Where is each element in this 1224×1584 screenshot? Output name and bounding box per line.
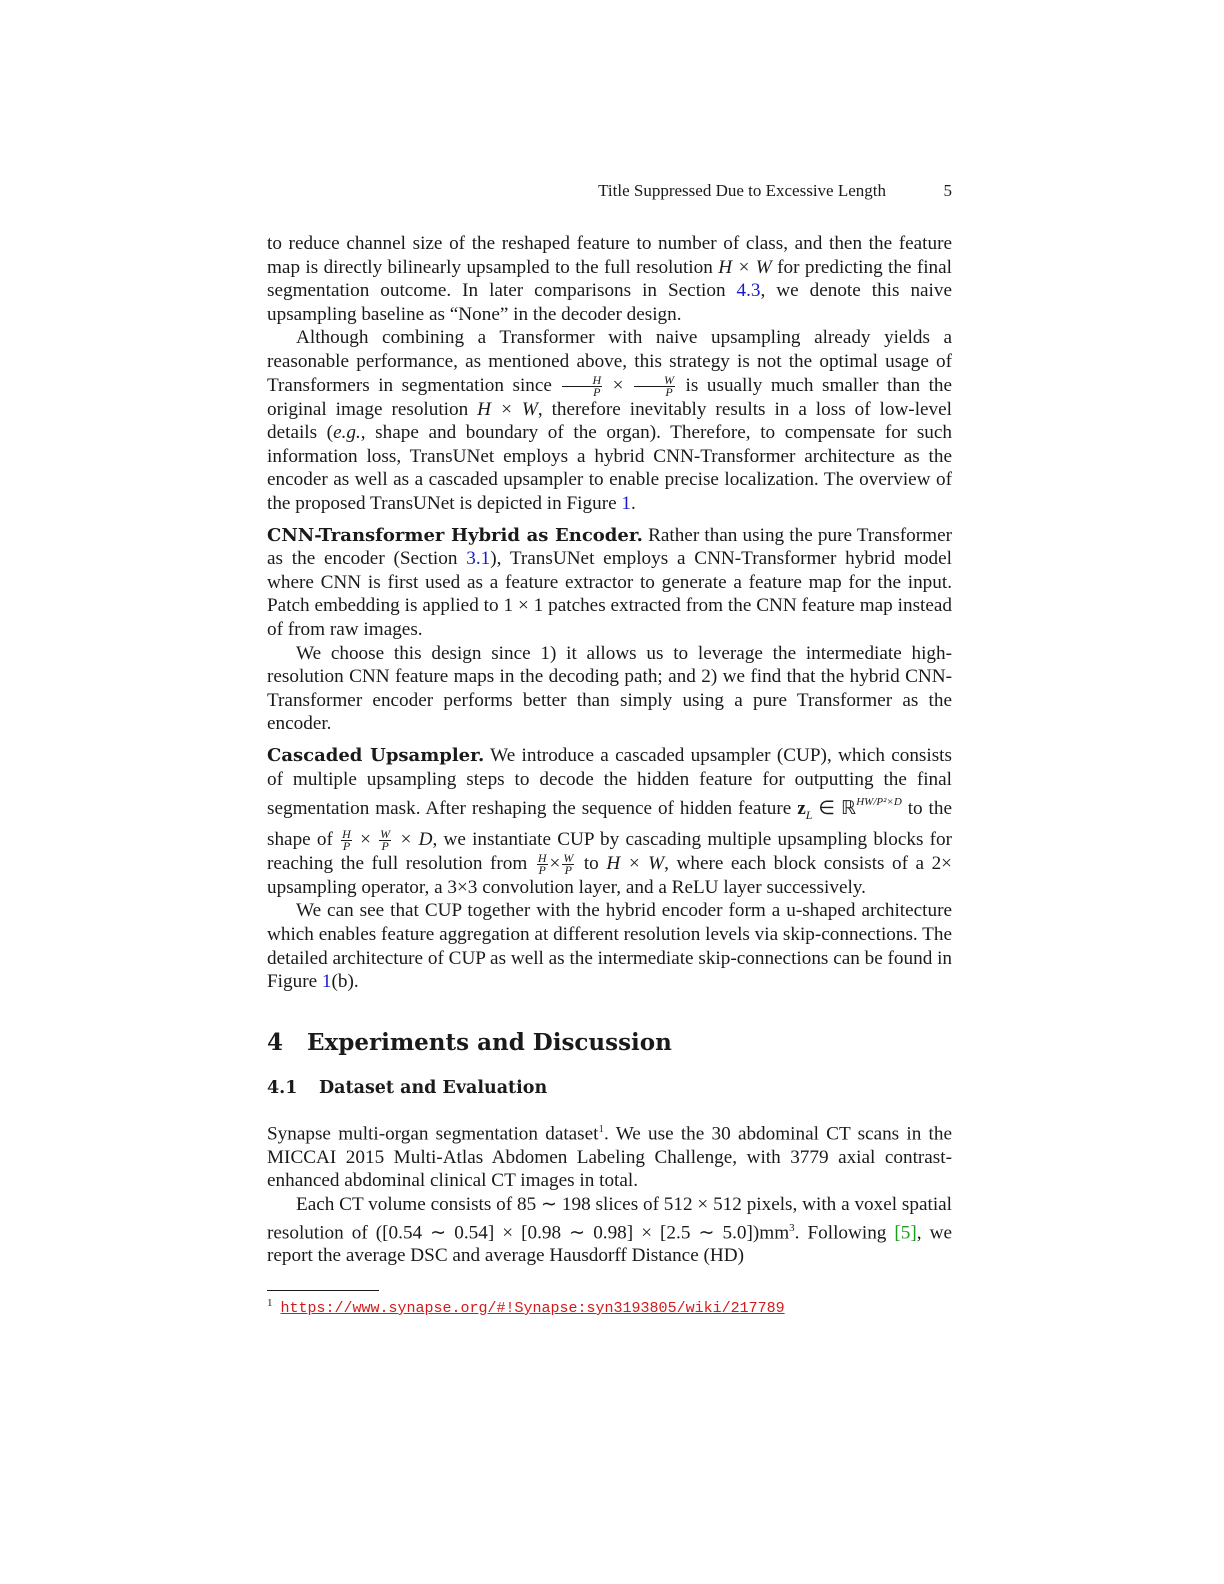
figure-ref-link[interactable]: 1 bbox=[321, 971, 332, 993]
frac-denominator: P bbox=[593, 384, 601, 399]
math-inline: H × W bbox=[477, 398, 538, 420]
text-span: for predicting the final segmentation outcome. In later comparisons in Section bbox=[267, 256, 953, 302]
page-number: 5 bbox=[943, 181, 952, 200]
math-inline: 1 × 1 bbox=[503, 595, 544, 617]
frac-denominator: P bbox=[564, 862, 572, 877]
math-inline: H × W bbox=[606, 852, 665, 874]
paragraph-6 bbox=[267, 899, 952, 993]
text-span: Synapse multi-organ segmentation dataset bbox=[267, 1123, 599, 1145]
text-span: , where each block consists of a 2× upsampling operator, a 3×3 convolution layer, and a ReLU layer successively. bbox=[267, 852, 952, 898]
math-subscript: L bbox=[805, 807, 813, 822]
times-symbol: × bbox=[360, 828, 371, 850]
citation-link[interactable]: [5] bbox=[894, 1221, 917, 1243]
section-title: Experiments and Discussion bbox=[307, 1028, 672, 1056]
fraction-h-over-p bbox=[341, 826, 352, 853]
footnote-number: 1 bbox=[267, 1297, 273, 1309]
running-title: Title Suppressed Due to Excessive Length bbox=[598, 181, 886, 200]
section-ref-link[interactable]: 4.3 bbox=[736, 280, 761, 302]
footnote-marker-link[interactable]: 1 bbox=[598, 1122, 604, 1135]
text-span: is usually much smaller than the original image resolution bbox=[267, 374, 953, 420]
section-heading bbox=[267, 1028, 952, 1058]
frac-numerator: W bbox=[563, 850, 574, 865]
paragraph-4 bbox=[267, 642, 952, 736]
frac-denominator: P bbox=[665, 384, 673, 399]
text-span: to bbox=[576, 852, 607, 874]
text-span: patches extracted from the CNN feature map instead of from raw images. bbox=[267, 595, 952, 640]
paragraph-3 bbox=[267, 524, 952, 642]
text-span: . Following bbox=[794, 1221, 895, 1243]
paragraph-8 bbox=[267, 1193, 952, 1268]
frac-denominator: P bbox=[342, 838, 351, 853]
paragraph-2 bbox=[267, 326, 952, 515]
math-superscript: HW/P²×D bbox=[856, 796, 902, 809]
text-span: , shape and boundary of the organ). Therefore, to compensate for such information loss, TransUNet employs a hybrid CNN-Transformer architecture as the encoder as well as a cascaded upsampler to enable precise localization. The overview of the proposed TransUNet is depicted in Figure bbox=[267, 422, 952, 515]
text-span: , we instantiate CUP by cascading multiple upsampling blocks for reaching the full resolution from bbox=[267, 828, 953, 874]
section-ref-link[interactable]: 3.1 bbox=[466, 548, 491, 570]
paragraph-1 bbox=[267, 232, 952, 326]
frac-numerator: H bbox=[342, 826, 351, 841]
text-span: We can see that CUP together with the hybrid encoder form a u-shaped architecture which enables feature aggregation at different resolution levels via skip-connections. The detailed architecture of CUP as well as the intermediate skip-connections can be found in Figure bbox=[267, 900, 953, 993]
times-symbol: × bbox=[612, 374, 624, 396]
section-number: 4 bbox=[267, 1028, 284, 1056]
fraction-w-over-p bbox=[562, 850, 574, 877]
text-span: . bbox=[631, 493, 636, 515]
text-span: We introduce a cascaded upsampler (CUP), which consists of multiple upsampling steps to decode the hidden feature for outputting the final segmentation mask. After reshaping the sequence of hidden feature bbox=[267, 744, 952, 820]
text-span: ), TransUNet employs a CNN-Transformer hybrid model where CNN is first used as a feature extractor to generate a feature map for the input. Patch embedding is applied to bbox=[267, 548, 953, 617]
runin-heading: CNN-Transformer Hybrid as Encoder. bbox=[267, 524, 643, 546]
text-span: Rather than using the pure Transformer as the encoder (Section bbox=[267, 524, 952, 570]
text-span: We choose this design since 1) it allows us to leverage the intermediate high-resolution CNN feature maps in the decoding path; and 2) we find that the hybrid CNN-Transformer encoder performs better than simply using a pure Transformer as the encoder. bbox=[267, 642, 952, 735]
frac-denominator: P bbox=[538, 862, 546, 877]
text-span: , we denote this naive upsampling baseline as “None” in the decoder design. bbox=[267, 280, 952, 325]
text-span: Each CT volume consists of 85 ∼ 198 slices of 512 × 512 pixels, with a voxel spatial resolution of ([0.54 ∼ 0.54] × [0.98 ∼ 0.98] × [2.5 ∼ 5.0])mm bbox=[267, 1193, 952, 1243]
frac-numerator: W bbox=[380, 826, 391, 841]
text-span-italic: e.g. bbox=[333, 422, 361, 444]
body-text bbox=[267, 232, 952, 1268]
text-span: (b). bbox=[331, 971, 359, 993]
footnote-url-link[interactable]: https://www.synapse.org/#!Synapse:syn3193805/wiki/217789 bbox=[280, 1300, 785, 1317]
subsection-title: Dataset and Evaluation bbox=[319, 1077, 548, 1098]
text-span: Although combining a Transformer with naive upsampling already yields a reasonable performance, as mentioned above, this strategy is not the optimal usage of Transformers in segmentation since bbox=[267, 327, 952, 396]
frac-numerator: H bbox=[537, 850, 547, 865]
text-span: , we report the average DSC and average Hausdorff Distance (HD) bbox=[267, 1221, 952, 1267]
fraction-w-over-p bbox=[634, 372, 675, 399]
superscript: 3 bbox=[789, 1221, 795, 1234]
paragraph-7 bbox=[267, 1118, 952, 1193]
fraction-h-over-p bbox=[537, 850, 548, 877]
footnote-rule bbox=[267, 1290, 379, 1291]
figure-ref-link[interactable]: 1 bbox=[621, 493, 631, 515]
running-header bbox=[267, 181, 952, 205]
text-span: , therefore inevitably results in a loss of low-level details ( bbox=[267, 398, 952, 444]
fraction-h-over-p bbox=[562, 372, 602, 399]
frac-numerator: W bbox=[634, 375, 675, 387]
math-inline: × D bbox=[393, 828, 433, 850]
text-span: . We use the 30 abdominal CT scans in the MICCAI 2015 Multi-Atlas Abdomen Labeling Challenge, with 3779 axial contrast-enhanced abdominal clinical CT images in total. bbox=[267, 1123, 952, 1192]
subsection-number: 4.1 bbox=[267, 1077, 298, 1098]
runin-heading: Cascaded Upsampler. bbox=[267, 744, 485, 766]
frac-numerator: H bbox=[562, 375, 602, 387]
times-symbol: × bbox=[549, 852, 561, 874]
text-span: to reduce channel size of the reshaped feature to number of class, and then the feature map is directly bilinearly upsampled to the full resolution bbox=[267, 233, 952, 278]
text-span: to the shape of bbox=[267, 798, 952, 850]
subsection-heading bbox=[267, 1076, 952, 1100]
math-bold-z: z bbox=[797, 798, 806, 820]
math-inline: H × W bbox=[718, 256, 772, 278]
frac-denominator: P bbox=[381, 838, 389, 853]
paragraph-5 bbox=[267, 744, 952, 899]
math-inline: ∈ ℝ bbox=[812, 798, 857, 820]
fraction-w-over-p bbox=[379, 826, 391, 853]
footnote bbox=[267, 1297, 785, 1317]
